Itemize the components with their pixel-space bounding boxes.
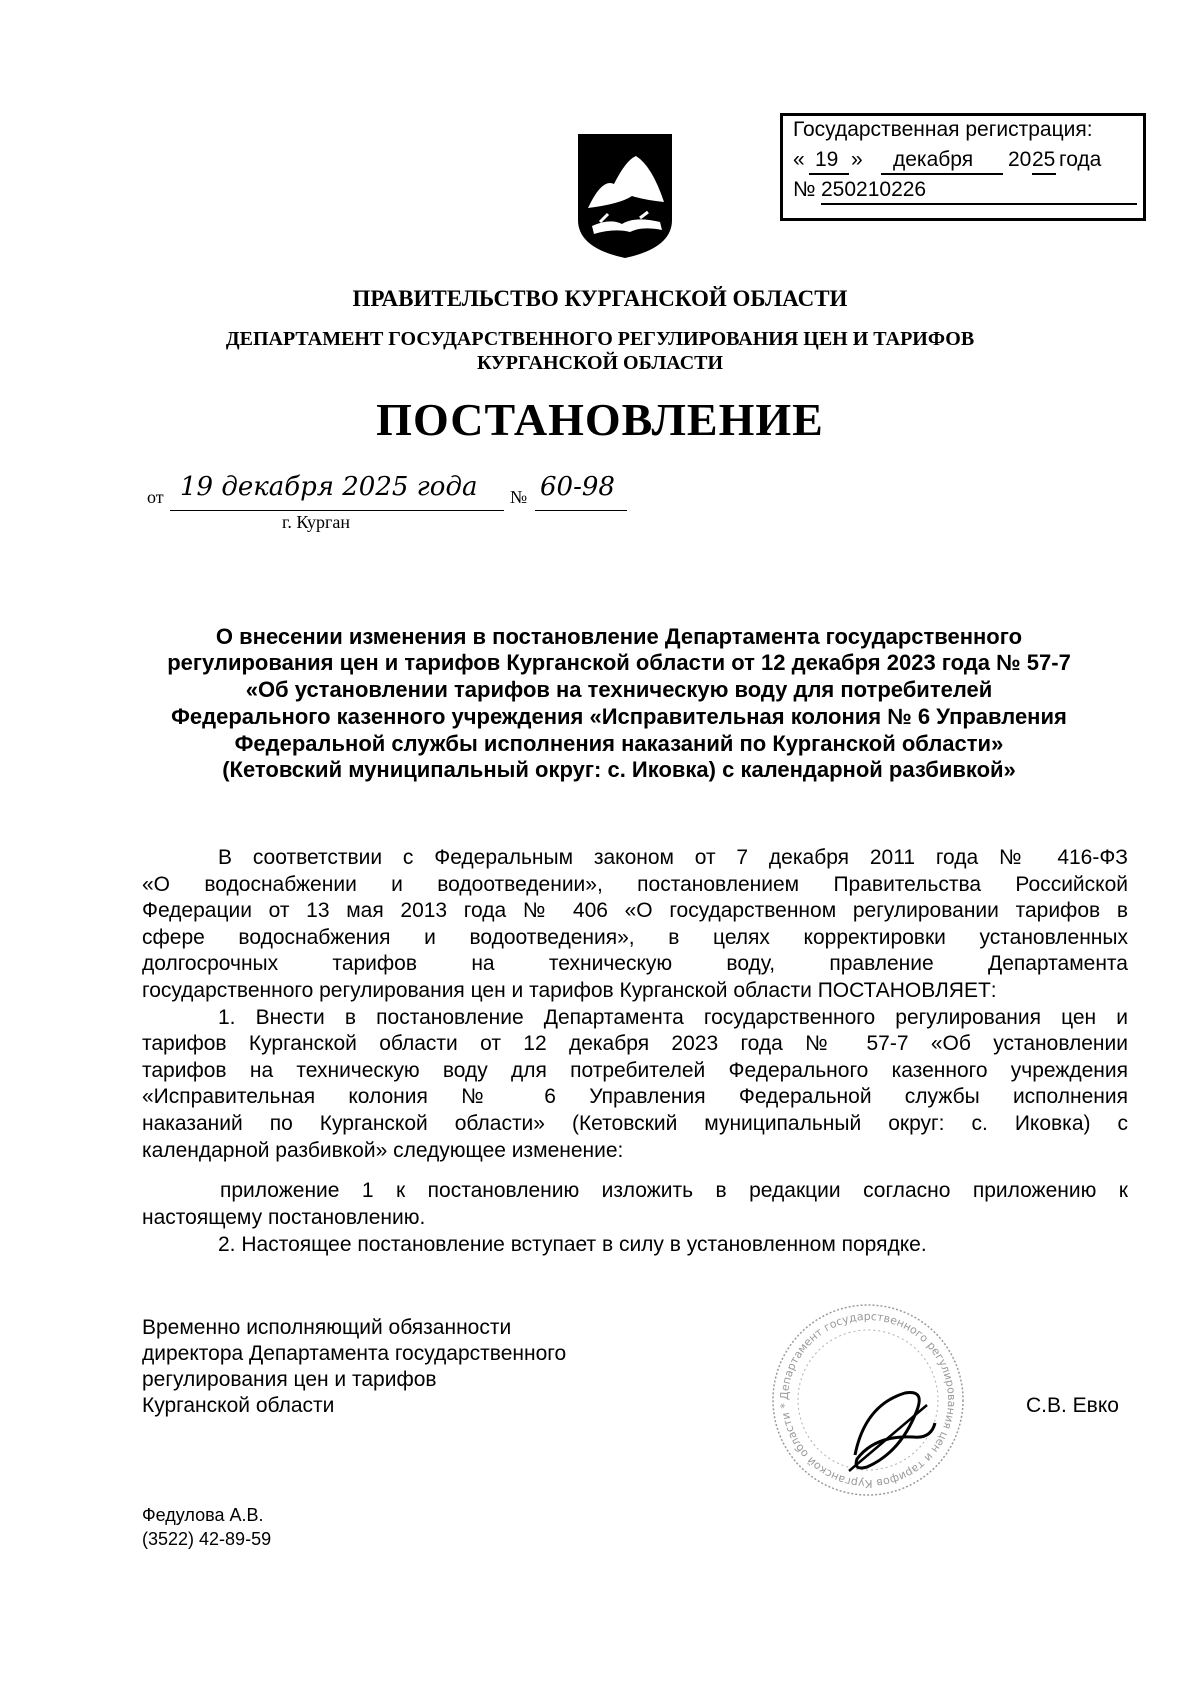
title-line-1: О внесении изменения в постановление Департамента государственного: [215, 624, 1023, 649]
preamble-line: Федерации от 13 мая 2013 года № 406 «О государственном регулировании тарифов в: [142, 899, 1128, 922]
item1-line: календарной разбивкой» следующее изменение:: [142, 1139, 624, 1162]
title-line-5: Федеральной службы исполнения наказаний по Курганской области»: [234, 731, 1004, 756]
signatory-position-line: Временно исполняющий обязанности: [142, 1316, 512, 1339]
preamble-line: сфере водоснабжения и водоотведения», в целях корректировки установленных: [142, 926, 1128, 949]
item1-line: тарифов Курганской области от 12 декабря 2023 года № 57-7 «Об установлении: [142, 1032, 1128, 1055]
number-underline: [535, 510, 627, 511]
item1-line: наказаний по Курганской области» (Кетовский муниципальный округ: с. Иковка) с: [142, 1112, 1128, 1135]
date-handwritten: 19 декабря 2025 года: [180, 472, 478, 502]
executor-phone: (3522) 42-89-59: [142, 1529, 272, 1549]
preamble-line: «О водоснабжении и водоотведении», постановлением Правительства Российской: [142, 873, 1128, 896]
sub1-line: приложение 1 к постановлению изложить в редакции согласно приложению к: [220, 1179, 1128, 1202]
registration-open-quote: «: [793, 148, 805, 171]
title-line-4: Федерального казенного учреждения «Исправительная колония № 6 Управления: [171, 704, 1067, 729]
registration-number-sign: №: [793, 178, 816, 201]
stamp-text: Департамент государственного регулирования цен и тарифов Курганской области *: [777, 1309, 959, 1491]
registration-number: 250210226: [821, 178, 927, 201]
item1-line: «Исправительная колония № 6 Управления Федеральной службы исполнения: [142, 1085, 1128, 1108]
signatory-position-line: директора Департамента государственного: [142, 1342, 567, 1365]
registration-box: [780, 113, 1146, 221]
item1-line: тарифов на техническую воду для потребителей Федерального казенного учреждения: [142, 1059, 1128, 1082]
registration-month: декабря: [893, 148, 974, 171]
sub1-line: настоящему постановлению.: [142, 1206, 426, 1229]
signatory-name: С.В. Евко: [1026, 1394, 1119, 1417]
department-heading-line1: ДЕПАРТАМЕНТ ГОСУДАРСТВЕННОГО РЕГУЛИРОВАНИЯ ЦЕН И ТАРИФОВ: [225, 328, 975, 350]
signatory-position-line: регулирования цен и тарифов: [142, 1368, 437, 1391]
signatory-position-line: Курганской области: [142, 1394, 335, 1417]
registration-day: 19: [815, 148, 839, 171]
date-underline: [170, 510, 504, 511]
number-label: №: [510, 487, 528, 507]
preamble-line: долгосрочных тарифов на техническую воду, правление Департамента: [142, 952, 1128, 975]
handwritten-signature: [835, 1375, 955, 1485]
executor-name: Федулова А.В.: [142, 1505, 264, 1525]
registration-title: Государственная регистрация:: [793, 118, 1093, 141]
preamble-line: В соответствии с Федеральным законом от 7 декабря 2011 года № 416-ФЗ: [218, 846, 1128, 869]
document-type-title: ПОСТАНОВЛЕНИЕ: [376, 394, 824, 445]
department-heading-line2: КУРГАНСКОЙ ОБЛАСТИ: [476, 352, 724, 374]
city-label: г. Курган: [282, 512, 351, 532]
registration-year-word: года: [1059, 148, 1102, 171]
number-handwritten: 60-98: [540, 472, 615, 502]
title-line-6: (Кетовский муниципальный округ: с. Иковка) с календарной разбивкой»: [222, 757, 1016, 782]
preamble-line: государственного регулирования цен и тарифов Курганской области ПОСТАНОВЛЯЕТ:: [142, 979, 997, 1002]
title-line-2: регулирования цен и тарифов Курганской области от 12 декабря 2023 года № 57-7: [167, 650, 1071, 675]
date-from-label: от: [147, 487, 164, 507]
title-line-3: «Об установлении тарифов на техническую воду для потребителей: [245, 677, 993, 702]
kurgan-coat-of-arms-icon: [570, 130, 680, 262]
registration-close-quote: »: [851, 148, 863, 171]
registration-year-prefix: 20: [1008, 148, 1032, 171]
item2-line: 2. Настоящее постановление вступает в силу в установленном порядке.: [218, 1233, 927, 1256]
item1-line: 1. Внести в постановление Департамента государственного регулирования цен и: [218, 1006, 1128, 1029]
registration-year-suffix: 25: [1032, 148, 1056, 171]
government-heading: ПРАВИТЕЛЬСТВО КУРГАНСКОЙ ОБЛАСТИ: [352, 286, 848, 311]
